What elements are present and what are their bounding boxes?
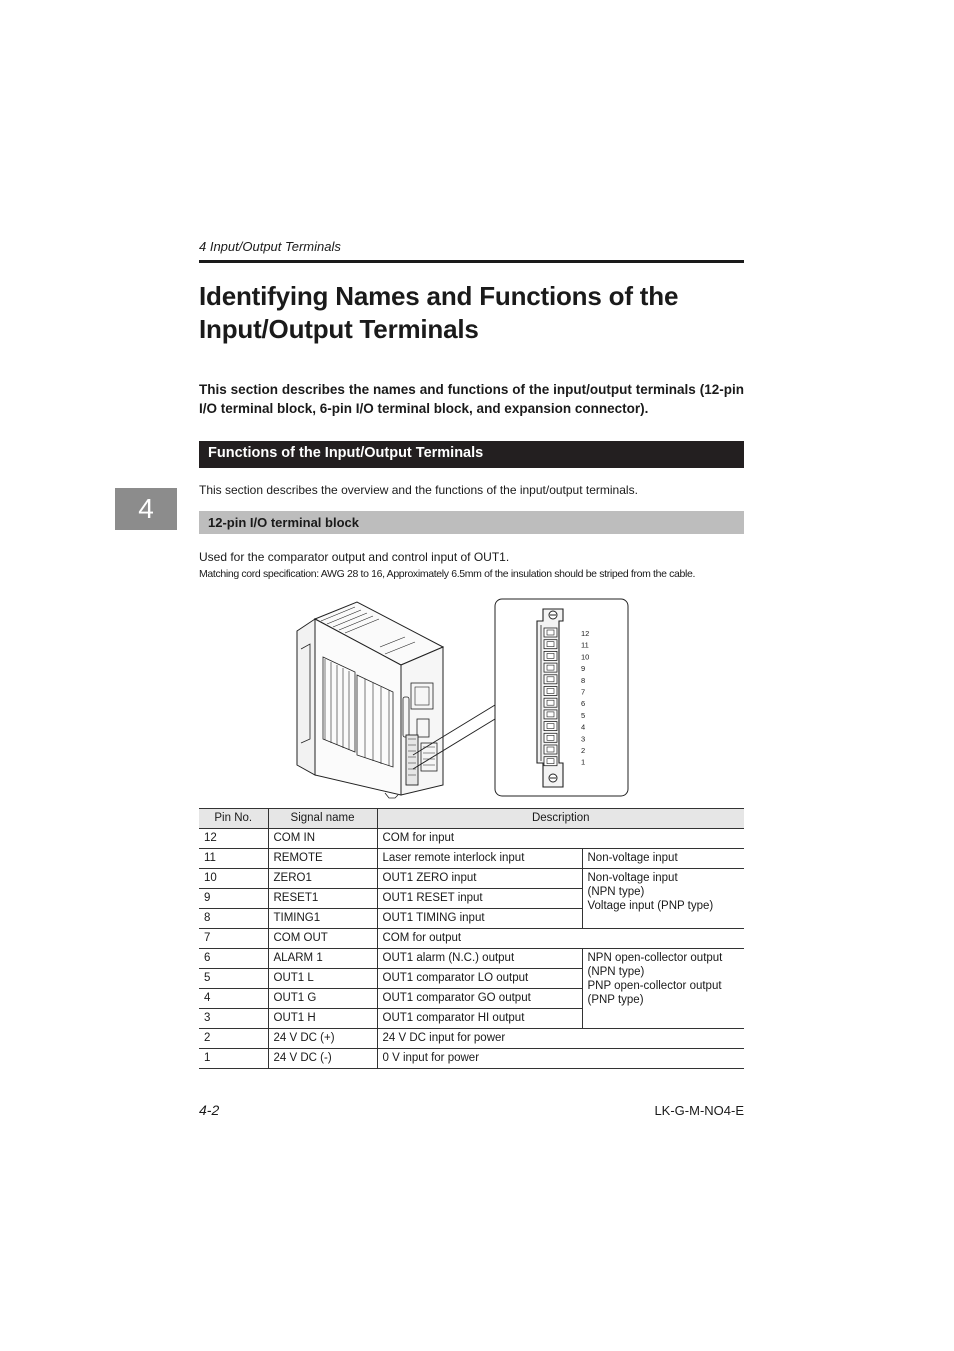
section-heading: Functions of the Input/Output Terminals [208, 445, 484, 461]
pin-label: 9 [581, 664, 586, 674]
pin-label: 10 [581, 652, 590, 662]
description-cell: OUT1 TIMING input [377, 909, 582, 929]
document-code: LK-G-M-NO4-E [654, 1103, 744, 1118]
signal-name-cell: REMOTE [268, 849, 377, 869]
pin-no-cell: 3 [199, 1009, 268, 1029]
pin-no-cell: 11 [199, 849, 268, 869]
subsection-heading: 12-pin I/O terminal block [208, 515, 359, 530]
pin-no-cell: 6 [199, 949, 268, 969]
signal-name-cell: TIMING1 [268, 909, 377, 929]
usage-text: Used for the comparator output and control input of OUT1. [199, 550, 510, 564]
section-description: This section describes the overview and the functions of the input/output terminals. [199, 483, 638, 497]
chapter-tab: 4 [115, 488, 177, 530]
pin-label: 11 [581, 640, 589, 650]
table-row [199, 829, 744, 849]
pin-label: 12 [581, 629, 590, 638]
table-row [199, 949, 744, 969]
pin-no-cell: 8 [199, 909, 268, 929]
note-cell: Non-voltage input [582, 849, 744, 869]
table-row [199, 1049, 744, 1069]
pin-label: 7 [581, 687, 586, 697]
pin-label: 8 [581, 675, 586, 685]
table-row [199, 1029, 744, 1049]
table-header-row [199, 809, 744, 829]
cord-spec-text: Matching cord specification: AWG 28 to 16, Approximately 6.5mm of the insulation should be striped from the cable. [199, 568, 696, 580]
header-signal-name: Signal name [268, 809, 377, 829]
signal-name-cell: ALARM 1 [268, 949, 377, 969]
pin-no-cell: 7 [199, 929, 268, 949]
intro-paragraph: This section describes the names and functions of the input/output terminals (12-pin I/O terminal block, 6-pin I/O terminal block, and expansion connector). [199, 382, 744, 416]
note-line: Voltage input (PNP type) [587, 900, 714, 912]
pin-label: 3 [581, 734, 586, 744]
header-pin-no: Pin No. [199, 809, 268, 829]
running-header: 4 Input/Output Terminals [199, 239, 341, 254]
pin-no-cell: 1 [199, 1049, 268, 1069]
pin-label: 2 [581, 746, 586, 755]
pin-no-cell: 12 [199, 829, 268, 849]
subsection-heading-bar [199, 511, 744, 534]
signal-name-cell: OUT1 H [268, 1009, 377, 1029]
description-cell: 24 V DC input for power [377, 1029, 744, 1049]
pin-slot [544, 733, 557, 742]
pin-slot [544, 640, 557, 649]
pin-label: 6 [581, 699, 586, 709]
page-title-line-2: Input/Output Terminals [199, 314, 479, 344]
description-cell: OUT1 ZERO input [377, 869, 582, 889]
table-row [199, 849, 744, 869]
pin-table [199, 808, 744, 1069]
pin-no-cell: 5 [199, 969, 268, 989]
header-description: Description [377, 809, 744, 829]
pin-label: 4 [581, 722, 586, 732]
page-title [199, 280, 759, 346]
signal-name-cell: OUT1 G [268, 989, 377, 1009]
pin-no-cell: 10 [199, 869, 268, 889]
note-line: (NPN type) [587, 886, 645, 898]
note-line: PNP open-collector output [587, 980, 722, 992]
note-line: NPN open-collector output [587, 952, 723, 964]
terminal-block-figure [285, 597, 635, 802]
signal-name-cell: 24 V DC (-) [268, 1049, 377, 1069]
pin-no-cell: 2 [199, 1029, 268, 1049]
pin-slot [544, 710, 557, 719]
description-cell: OUT1 comparator HI output [377, 1009, 582, 1029]
signal-name-cell: 24 V DC (+) [268, 1029, 377, 1049]
description-cell: COM for output [377, 929, 744, 949]
pin-label: 5 [581, 710, 586, 720]
pin-no-cell: 9 [199, 889, 268, 909]
pin-slot [544, 663, 557, 672]
note-line: Non-voltage input [587, 872, 678, 884]
pin-slot [544, 745, 557, 754]
section-heading-bar [199, 441, 744, 468]
pin-no-cell: 4 [199, 989, 268, 1009]
header-rule [199, 260, 744, 263]
pin-slot [544, 757, 557, 766]
description-cell: OUT1 comparator GO output [377, 989, 582, 1009]
pin-slot [544, 675, 557, 684]
note-line: (PNP type) [587, 994, 644, 1006]
description-cell: COM for input [377, 829, 744, 849]
pin-label: 1 [581, 757, 586, 767]
description-cell: OUT1 RESET input [377, 889, 582, 909]
pin-slot [544, 698, 557, 707]
pin-slot [544, 722, 557, 731]
page-title-line-1: Identifying Names and Functions of the [199, 281, 679, 311]
note-cell-input-type [582, 869, 744, 929]
signal-name-cell: COM IN [268, 829, 377, 849]
signal-name-cell: ZERO1 [268, 869, 377, 889]
pin-slot [544, 687, 557, 696]
table-row [199, 929, 744, 949]
pin-slot [544, 628, 557, 637]
table-row [199, 869, 744, 889]
description-cell: OUT1 comparator LO output [377, 969, 582, 989]
note-line: (NPN type) [587, 966, 645, 978]
page-number: 4-2 [199, 1102, 220, 1118]
pin-slot [544, 651, 557, 660]
description-cell: 0 V input for power [377, 1049, 744, 1069]
signal-name-cell: RESET1 [268, 889, 377, 909]
description-cell: Laser remote interlock input [377, 849, 582, 869]
note-cell-output-type [582, 949, 744, 1029]
description-cell: OUT1 alarm (N.C.) output [377, 949, 582, 969]
signal-name-cell: COM OUT [268, 929, 377, 949]
signal-name-cell: OUT1 L [268, 969, 377, 989]
controller-illustration [297, 602, 495, 798]
